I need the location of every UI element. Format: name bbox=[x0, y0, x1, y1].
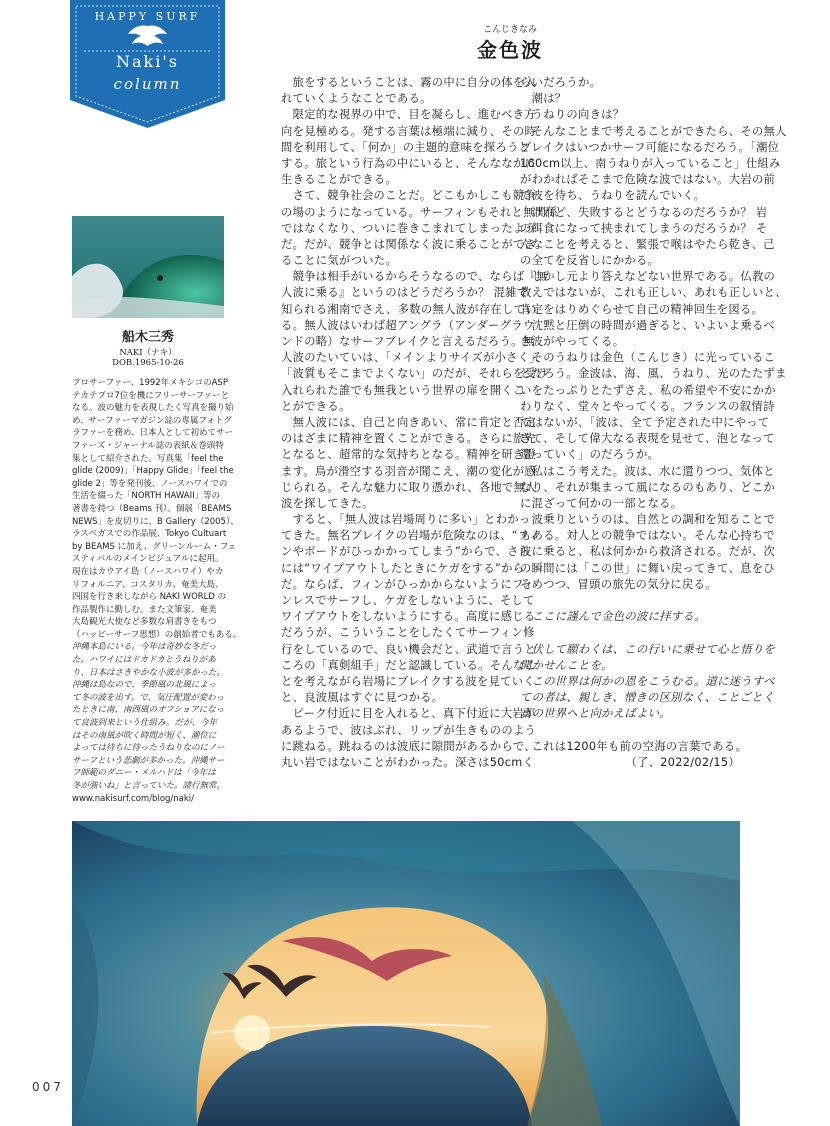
article-line: き波がやってくる。 bbox=[520, 335, 625, 348]
article-line: 無人波には、自己と向きあい、常に肯定と否定 bbox=[281, 415, 537, 429]
article-line: ではないが、「波は、全て予定された中にやって bbox=[520, 415, 770, 429]
article-line: 肯定をはりめぐらせて自己の精神回生を図る。 bbox=[520, 302, 764, 316]
article-line: 入れられた誰でも無我という世界の扉を開くこ bbox=[281, 383, 525, 397]
bio-line: 沖縄は島なので、季節風の北風によっ bbox=[72, 680, 217, 691]
article-line: ブレイクはいつかサーフ可能になるだろう。「潮位 bbox=[520, 140, 780, 154]
article-line: 私はこう考えた。波は、水に還りつつ、気体と bbox=[520, 464, 775, 478]
article-line: 人波のたいていは、「メインよりサイズが小さく」、 bbox=[281, 351, 547, 365]
article-line: ころの「真剣組手」だと認識している。そんなこ bbox=[281, 658, 537, 672]
bio-line: たときに南、南西風のオフショアになっ bbox=[72, 705, 225, 716]
article-line: とを考えながら岩場にブレイクする波を見ていく bbox=[281, 674, 535, 688]
author-name: 船木三秀 bbox=[121, 330, 174, 345]
bio-line: 集として紹介された。写真集「feel the bbox=[72, 453, 224, 464]
bio-line: て冬の波を出す。で、気圧配置が変わっ bbox=[72, 692, 225, 703]
page-title: 金色波 bbox=[477, 38, 543, 62]
article-line: だ。ならば、フィンがひっかからないようにフィ bbox=[281, 577, 535, 591]
article-line: いをたっぷりとたずさえ、私の希望や不安にかか bbox=[520, 383, 776, 397]
article-line: ワイプアウトをしないようにする。高度に感じる bbox=[281, 610, 536, 624]
article-line: 沈黙と圧倒の時間が過ぎると、いよいよ乗るべ bbox=[520, 318, 776, 332]
article-line: の瞬間には「この世」に舞い戻ってきて、息をひ bbox=[520, 561, 775, 575]
badge-subtitle: column bbox=[113, 75, 182, 93]
article-line: んなことを考えると、緊張で喉はやたら乾き、己 bbox=[520, 237, 775, 251]
article-line: ンドの略）なサーフブレイクと言えるだろう。無 bbox=[281, 335, 535, 348]
article-line bbox=[520, 625, 740, 641]
article-line: けれど、失敗するとどうなるのだろうか？ 岩 bbox=[520, 205, 768, 219]
badge-heading: HAPPY SURF bbox=[94, 10, 201, 23]
article-line: 行をしているので、良い機会だと、武道で言うと bbox=[281, 642, 536, 656]
article-line: そんなことまで考えることができたら、その無人 bbox=[520, 124, 787, 138]
bio-line: リフォルニア、コスタリカ、奄美大島、 bbox=[72, 579, 224, 590]
article-line: 丸い岩ではないことがわかった。深さは50cmく bbox=[281, 755, 535, 769]
article-line: さて、競争社会のことだ。どこもかしこも競争 bbox=[281, 189, 536, 203]
article-line bbox=[520, 593, 740, 609]
article-line: しかし元より答えなどない世界である。仏教の bbox=[520, 270, 776, 284]
page-number: 007 bbox=[32, 1080, 64, 1094]
bio-line: 四国を行き来しながら NAKI WORLD の bbox=[72, 592, 227, 603]
bio-line: 沖縄本島にいる。今年は奇妙な冬だっ bbox=[72, 642, 217, 653]
article-line: そのうねりは金色（こんじき）に光っているこ bbox=[520, 351, 776, 365]
badge-name: Naki's bbox=[116, 52, 179, 71]
bio-line: フ師範のダニー・メルハドは「今年は bbox=[72, 768, 216, 779]
article-line: らいだろうか。 bbox=[520, 76, 602, 89]
article-line: る。無人波はいわば超アングラ（アンダーグラウ bbox=[281, 318, 535, 332]
article-line: 波乗りというのは、自然との調和を知ることで bbox=[520, 513, 776, 527]
article-line: なり、それが集まって風になるのもあり、どこか bbox=[520, 480, 776, 494]
article-line: もある。対人との競争ではない。そんな心持ちで bbox=[520, 529, 776, 543]
golden-wave-image bbox=[72, 821, 740, 1126]
article-line: 伏して願わくは、この行いに乗せて心と悟りを bbox=[520, 642, 776, 656]
article-line: れていくようなことである。 bbox=[281, 92, 432, 106]
column-badge bbox=[70, 0, 225, 130]
article-line: きて、そして偉大なる表現を見せて、泡となって bbox=[520, 432, 775, 446]
article-line: 開かせんことを。 bbox=[520, 658, 613, 672]
bio-line: なる。波の魅力を表現したく写真を撮り始 bbox=[72, 403, 234, 414]
author-photo bbox=[72, 216, 224, 318]
bio-line: め、サーファーマガジン誌の専属フォトグ bbox=[72, 415, 232, 426]
article-line: 「波質もそこまでよくない」のだが、それらを受け bbox=[281, 367, 548, 381]
article-line: 旅をするということは、霧の中に自分の体を入 bbox=[281, 76, 537, 89]
bio-line: て良波到来という仕組み。だが、今年 bbox=[72, 718, 218, 729]
article-line: で波を待ち、うねりを読んでいく。 bbox=[520, 189, 706, 203]
article-line: あるようで、波はぶれ、リップが生きもののよう bbox=[281, 723, 537, 737]
article-line: 向を見極める。発する言葉は極端に減り、その時 bbox=[281, 124, 537, 138]
article-line: だろうが、こういうことをしたくてサーフィン修 bbox=[281, 626, 535, 640]
article-line: に混ざって何かの一部となる。 bbox=[520, 496, 683, 510]
article-line: ての者は、親しき、憎きの区別なく、ことごとく bbox=[520, 691, 775, 705]
bio-line: り、日本はさきやかな小波が多かった。 bbox=[72, 667, 226, 678]
article-line: と、良波風はすぐに見つかる。 bbox=[281, 691, 444, 705]
bio-line: プロサーファー、1992年メキシコのASP bbox=[72, 378, 228, 388]
bio-line: 作品製作に勤しむ。また文筆家、奄美 bbox=[72, 604, 217, 615]
bio-line: ラファーを務め、日本人として初めてサー bbox=[72, 428, 233, 439]
article-line: うねりの向きは？ bbox=[520, 108, 625, 122]
bio-line: ファーズ・ジャーナル誌の表紙＆巻頭特 bbox=[72, 440, 224, 451]
bio-line: www.nakisurf.com/blog/naki/ bbox=[72, 793, 195, 804]
article-line bbox=[520, 723, 740, 739]
article-line: わりなく、堂々とやってくる。フランスの叙情詩 bbox=[520, 399, 775, 413]
article-line: には“ワイプアウトしたときにケガをする”から bbox=[281, 561, 525, 575]
article-line: 波に乗ると、私は何かから救済される。だが、次 bbox=[520, 545, 776, 559]
article-line: てきた。無名ブレイクの岩場が危険なのは、“フィ bbox=[281, 529, 541, 543]
article-line: 160cm以上、南うねりが入っていること」仕組み bbox=[520, 156, 781, 170]
article-line: すると、「無人波は岩場周りに多い」とわかっ bbox=[281, 513, 531, 527]
bio-line: はその南風が吹く時間が短く、潮位に bbox=[72, 730, 217, 741]
bio-line: 著書を持つ（Beams 刊）。個展「BEAMS bbox=[72, 503, 232, 514]
bio-line: 大島観光大使など多数な肩書きをもつ bbox=[72, 617, 217, 628]
article-line: そめつつ、冒頭の旅先の気分に戻る。 bbox=[520, 577, 717, 591]
article-line: ンやボードがひっかかってしまう”からで、さら bbox=[281, 545, 531, 559]
bio-line: glide 2」等を発刊後、ノースハワイでの bbox=[72, 478, 228, 489]
article-column-right bbox=[520, 75, 787, 771]
article-line: （了、2022/02/15） bbox=[625, 755, 740, 769]
article-line: の全てを反省しにかかる。 bbox=[520, 254, 660, 268]
article-line: とができる。 bbox=[281, 399, 351, 413]
article-line: がわかればそこまで危険な波ではない。大岩の前 bbox=[520, 173, 776, 187]
author-alias: NAKI（ナキ） bbox=[119, 348, 177, 358]
title-ruby: こんじきなみ bbox=[482, 25, 537, 35]
author-dob: DOB.1965-10-26 bbox=[112, 358, 184, 368]
article-line: とだろう。金波は、海、風、うねり、光のたたずま bbox=[520, 367, 787, 381]
bio-line: よっては待ちに待ったうねりなのにノー bbox=[72, 743, 225, 754]
article-line: 生きることができる。 bbox=[281, 173, 397, 187]
article-line: に跳ねる。跳ねるのは波底に隙間があるからで、 bbox=[281, 739, 536, 753]
article-line: 波を探してきた。 bbox=[281, 496, 374, 510]
article-line: の場のようになっている。サーフィンもそれと無関係 bbox=[281, 205, 558, 219]
article-line: となると、超常的な気持ちとなる。精神を研ぎ澄 bbox=[281, 448, 537, 462]
article-line: これは1200年も前の空海の言葉である。 bbox=[520, 739, 748, 753]
article-line: 真の世界へと向かえばよい。 bbox=[520, 707, 671, 721]
article-line: ることに気がついた。 bbox=[281, 254, 397, 268]
bio-line: 冬が強いね」と言っていた。諸行無常。 bbox=[72, 781, 226, 791]
article-line: ではなくなり、ついに巻きこまれてしまったよう bbox=[281, 221, 537, 235]
article-line: 知られる湘南でさえ、多数の無人波が存在してい bbox=[281, 302, 537, 316]
bio-line: た。ハワイにはドカドカとうねりがあ bbox=[72, 655, 216, 666]
bio-line: （ハッピーサーフ思想）の創始者でもある。 bbox=[72, 629, 242, 640]
article-line: 競争は相手がいるからそうなるので、ならば『無 bbox=[281, 270, 548, 284]
article-line: 人波に乗る』というのはどうだろうか？ 混雑で bbox=[281, 286, 529, 300]
bio-line: 現在はカウアイ島（ノースハワイ）やカ bbox=[72, 566, 224, 577]
bio-line: glide (2009)」「Happy Glide」「feel the bbox=[72, 466, 234, 477]
article-line: する。旅という行為の中にいると、そんななかに bbox=[281, 156, 537, 170]
article-line: 限定的な視界の中で、目を凝らし、進むべき方 bbox=[281, 108, 536, 122]
author-bio bbox=[72, 377, 242, 805]
article-line: のはざまに精神を置くことができる。さらに旅先 bbox=[281, 432, 537, 446]
bio-line: NEWS」を皮切りに、B Gallery（2005）、 bbox=[72, 516, 239, 527]
article-line: ます。鳥が滑空する羽音が聞こえ、潮の変化が感 bbox=[281, 464, 536, 478]
article-line: だ。だが、競争とは関係なく波に乗ることができ bbox=[281, 237, 537, 251]
article-line: 間を利用して、「何か」の主題的意味を探ろうと bbox=[281, 140, 531, 154]
article-line: 還っていく」のだろうか。 bbox=[520, 448, 660, 462]
article-line: 教えではないが、これも正しい、あれも正しいと、 bbox=[520, 286, 787, 300]
bio-line: 生活を綴った「NORTH HAWAII」等の bbox=[72, 491, 221, 502]
bio-line: by BEAMS に加え、グリーンルーム・フェ bbox=[72, 541, 237, 552]
article-line: ここに謹んで金色の波に拝する。 bbox=[520, 610, 706, 624]
bio-line: ラスベガスでの作品展、Tokyo Cultuart bbox=[72, 529, 227, 540]
bio-line: スティバルのメインビジュアルに起用。 bbox=[72, 554, 224, 565]
article-line: じられる。そんな魅力に取り憑かれ、各地で無人 bbox=[281, 480, 537, 494]
bio-line: サーフという悲劇が多かった。沖縄サー bbox=[72, 755, 225, 766]
article-line: この世界は何かの恩をこうむる。道に迷うすべ bbox=[520, 674, 775, 688]
article-line: 潮は？ bbox=[520, 92, 567, 106]
article-line: の餌食になって挟まれてしまうのだろうか？ そ bbox=[520, 221, 768, 235]
article-line: ンレスでサーフし、ケガをしないように、そして bbox=[281, 594, 535, 607]
article-line: ピーク付近に目を入れると、真下付近に大岩が bbox=[281, 707, 536, 721]
bio-line: テカテプロ7位を機にフリーサーファーと bbox=[72, 390, 230, 401]
